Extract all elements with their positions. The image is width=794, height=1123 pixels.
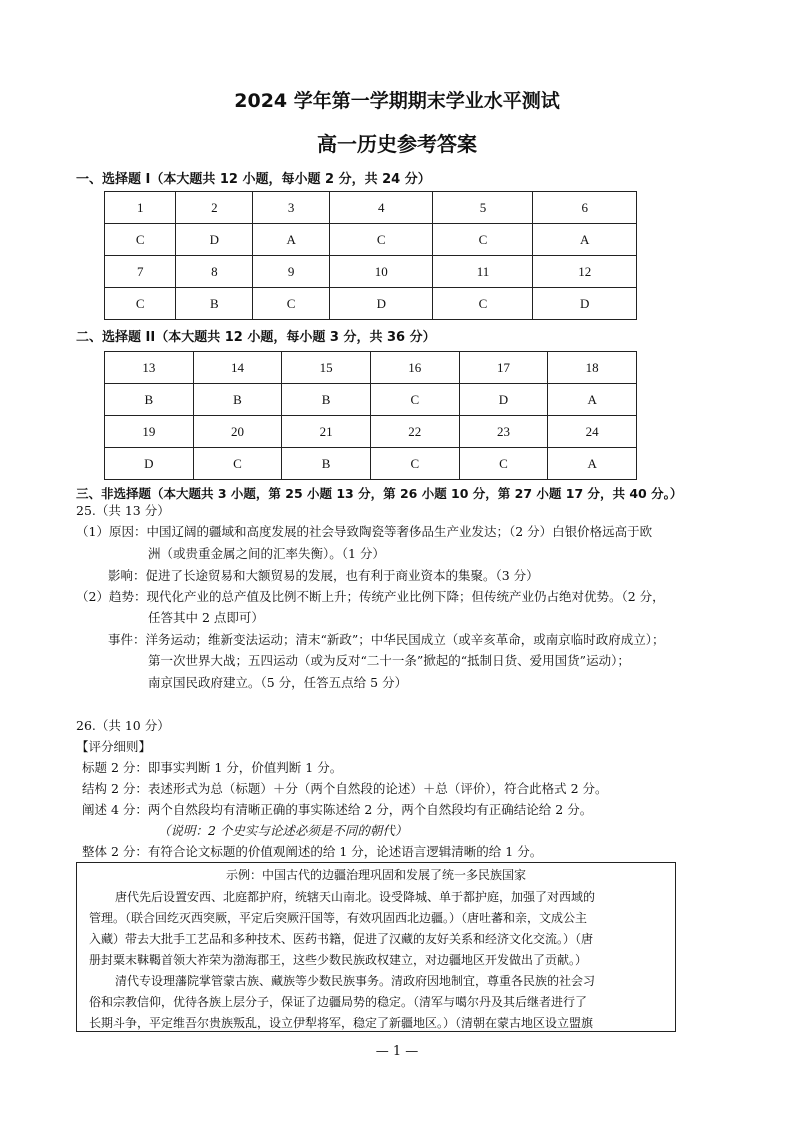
rubric-heading: 【评分细则】 xyxy=(76,739,152,754)
answer-cell: D xyxy=(330,288,433,320)
section2-heading: 二、选择题 II（本大题共 12 小题，每小题 3 分，共 36 分） xyxy=(76,330,436,345)
answer-cell: A xyxy=(548,384,637,416)
answer-cell: C xyxy=(370,448,459,480)
rubric-line: 结构 2 分：表述形式为总（标题）＋分（两个自然段的论述）＋总（评价），符合此格式 2 分。 xyxy=(82,781,608,796)
question-number-cell: 24 xyxy=(548,416,637,448)
answer-cell: D xyxy=(533,288,637,320)
q25-line: 南京国民政府建立。（5 分，任答五点给 5 分） xyxy=(148,675,408,690)
answer-cell: C xyxy=(253,288,330,320)
question-number-cell: 2 xyxy=(176,192,253,224)
rubric-line: 标题 2 分：即事实判断 1 分，价值判断 1 分。 xyxy=(82,760,343,775)
exam-title: 2024 学年第一学期期末学业水平测试 xyxy=(234,90,560,112)
example-line: 册封粟末靺鞨首领大祚荣为渤海郡王，这些少数民族政权建立，对边疆地区开发做出了贡献。） xyxy=(89,953,588,967)
answer-cell: A xyxy=(253,224,330,256)
answer-cell: C xyxy=(433,224,533,256)
answer-cell: D xyxy=(459,384,548,416)
section3-heading: 三、非选择题（本大题共 3 小题，第 25 小题 13 分，第 26 小题 10 分，第 27 小题 17 分，共 40 分。） xyxy=(76,486,683,501)
answer-row xyxy=(105,448,637,480)
answer-cell: C xyxy=(433,288,533,320)
q25-label: 25.（共 13 分） xyxy=(76,503,170,518)
example-title: 示例：中国古代的边疆治理巩固和发展了统一多民族国家 xyxy=(225,868,526,882)
answer-cell: B xyxy=(282,448,371,480)
q25-line: 影响：促进了长途贸易和大额贸易的发展，也有利于商业资本的集聚。（3 分） xyxy=(108,568,539,583)
rubric-line: 阐述 4 分：两个自然段均有清晰正确的事实陈述给 2 分，两个自然段均有正确结论给 2 分。 xyxy=(82,802,593,817)
question-number-cell: 3 xyxy=(253,192,330,224)
answer-cell: B xyxy=(176,288,253,320)
example-essay-box xyxy=(76,862,676,1032)
question-number-cell: 15 xyxy=(282,352,371,384)
question-number-cell: 4 xyxy=(330,192,433,224)
question-number-row xyxy=(105,352,637,384)
answer-row xyxy=(105,384,637,416)
example-line: 清代专设理藩院掌管蒙古族、藏族等少数民族事务。清政府因地制宜，尊重各民族的社会习 xyxy=(115,974,596,988)
answer-cell: D xyxy=(105,448,194,480)
question-number-cell: 23 xyxy=(459,416,548,448)
q25-line: 第一次世界大战；五四运动（或为反对“二十一条”掀起的“抵制日货、爱用国货”运动）； xyxy=(148,653,630,668)
question-number-cell: 12 xyxy=(533,256,637,288)
q25-line: 任答其中 2 点即可） xyxy=(148,610,264,625)
question-number-cell: 5 xyxy=(433,192,533,224)
answer-cell: A xyxy=(533,224,637,256)
example-line: 管理。（联合回纥灭西突厥，平定后突厥汗国等，有效巩固西北边疆。）（唐吐蕃和亲，文成公主 xyxy=(89,911,588,925)
question-number-cell: 16 xyxy=(370,352,459,384)
q25-line: 事件：洋务运动；维新变法运动；清末“新政”；中华民国成立（或辛亥革命，或南京临时政府成立）； xyxy=(108,632,665,647)
example-line: 长期斗争，平定维吾尔贵族叛乱，设立伊犁将军，稳定了新疆地区。）（清朝在蒙古地区设立盟旗 xyxy=(89,1016,594,1030)
question-number-cell: 7 xyxy=(105,256,176,288)
answer-cell: C xyxy=(459,448,548,480)
rubric-note: （说明：2 个史实与论述必须是不同的朝代） xyxy=(158,823,408,838)
section1-heading: 一、选择题 I（本大题共 12 小题，每小题 2 分，共 24 分） xyxy=(76,172,431,187)
section1-answer-table xyxy=(104,191,637,320)
answer-cell: D xyxy=(176,224,253,256)
section2-answer-table xyxy=(104,351,637,480)
q25-line: 洲（或贵重金属之间的汇率失衡）。（1 分） xyxy=(148,546,385,561)
question-number-cell: 11 xyxy=(433,256,533,288)
answer-cell: B xyxy=(193,384,282,416)
answer-cell: C xyxy=(105,224,176,256)
example-line: 俗和宗教信仰，优待各族上层分子，保证了边疆局势的稳定。（清军与噶尔丹及其后继者进行了 xyxy=(89,995,588,1009)
answer-row xyxy=(105,288,637,320)
question-number-row xyxy=(105,256,637,288)
answer-cell: C xyxy=(193,448,282,480)
answer-key-title: 高一历史参考答案 xyxy=(317,132,477,156)
question-number-cell: 18 xyxy=(548,352,637,384)
question-number-cell: 13 xyxy=(105,352,194,384)
q25-line: （1）原因：中国辽阔的疆域和高度发展的社会导致陶瓷等奢侈品生产业发达；（2 分）白银价格远高于欧 xyxy=(76,524,653,539)
answer-cell: B xyxy=(282,384,371,416)
question-number-cell: 19 xyxy=(105,416,194,448)
question-number-cell: 14 xyxy=(193,352,282,384)
question-number-cell: 22 xyxy=(370,416,459,448)
q26-label: 26.（共 10 分） xyxy=(76,718,170,733)
rubric-line: 整体 2 分：有符合论文标题的价值观阐述的给 1 分，论述语言逻辑清晰的给 1 分。 xyxy=(82,844,543,859)
question-number-cell: 9 xyxy=(253,256,330,288)
question-number-row xyxy=(105,416,637,448)
answer-cell: B xyxy=(105,384,194,416)
question-number-row xyxy=(105,192,637,224)
q25-line: （2）趋势：现代化产业的总产值及比例不断上升；传统产业比例下降；但传统产业仍占绝对优势。（2 分， xyxy=(76,589,665,604)
page-number: — 1 — xyxy=(375,1044,419,1059)
answer-row xyxy=(105,224,637,256)
question-number-cell: 8 xyxy=(176,256,253,288)
question-number-cell: 10 xyxy=(330,256,433,288)
answer-cell: C xyxy=(370,384,459,416)
question-number-cell: 6 xyxy=(533,192,637,224)
answer-cell: C xyxy=(105,288,176,320)
answer-cell: C xyxy=(330,224,433,256)
example-line: 唐代先后设置安西、北庭都护府，统辖天山南北。设受降城、单于都护庭，加强了对西域的 xyxy=(115,890,596,904)
question-number-cell: 21 xyxy=(282,416,371,448)
question-number-cell: 1 xyxy=(105,192,176,224)
answer-cell: A xyxy=(548,448,637,480)
question-number-cell: 17 xyxy=(459,352,548,384)
example-line: 入藏）带去大批手工艺品和多种技术、医药书籍，促进了汉藏的友好关系和经济文化交流。）（唐 xyxy=(89,932,594,946)
question-number-cell: 20 xyxy=(193,416,282,448)
